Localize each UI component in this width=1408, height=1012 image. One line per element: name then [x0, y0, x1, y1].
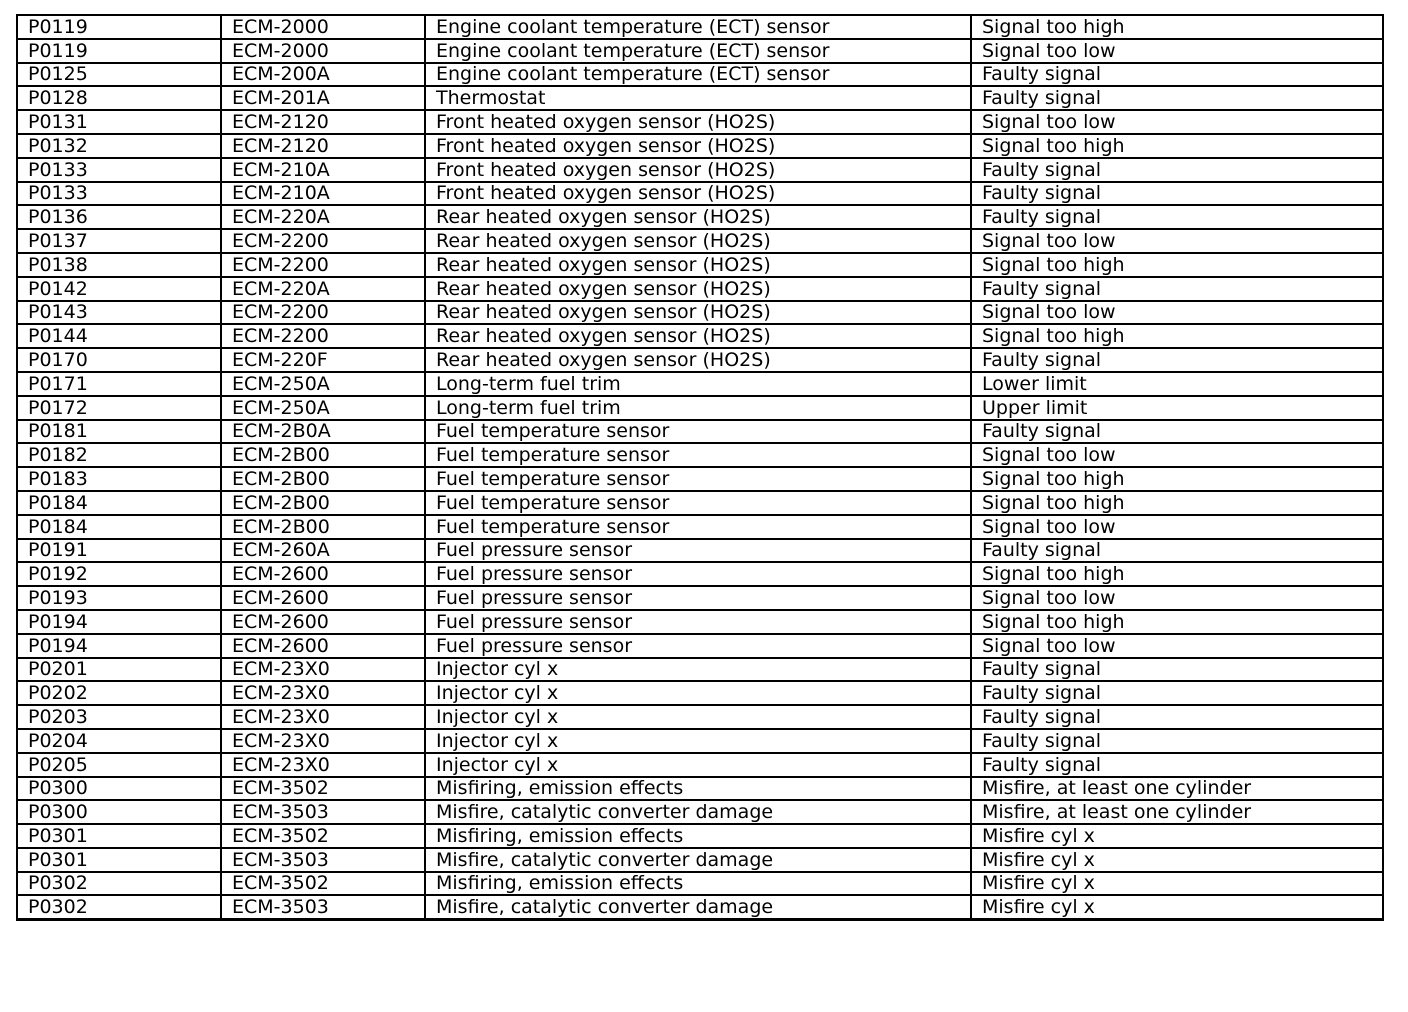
condition-cell: Faulty signal	[971, 420, 1383, 444]
ecm-code-cell: ECM-23X0	[221, 681, 425, 705]
ecm-code-cell: ECM-2600	[221, 586, 425, 610]
table-row	[17, 15, 1383, 39]
table-row	[17, 705, 1383, 729]
condition-cell: Signal too low	[971, 634, 1383, 658]
condition-cell: Faulty signal	[971, 86, 1383, 110]
table-row	[17, 539, 1383, 563]
condition-cell: Signal too high	[971, 324, 1383, 348]
fault-code-cell: P0203	[17, 705, 221, 729]
component-cell: Engine coolant temperature (ECT) sensor	[425, 63, 971, 87]
table-row	[17, 420, 1383, 444]
table-row	[17, 610, 1383, 634]
component-cell: Injector cyl x	[425, 705, 971, 729]
component-cell: Fuel pressure sensor	[425, 539, 971, 563]
fault-code-cell: P0302	[17, 872, 221, 896]
fault-code-cell: P0193	[17, 586, 221, 610]
condition-cell: Signal too low	[971, 586, 1383, 610]
ecm-code-cell: ECM-2B00	[221, 467, 425, 491]
fault-code-cell: P0194	[17, 634, 221, 658]
condition-cell: Misfire, at least one cylinder	[971, 800, 1383, 824]
component-cell: Front heated oxygen sensor (HO2S)	[425, 158, 971, 182]
component-cell: Fuel temperature sensor	[425, 443, 971, 467]
condition-cell: Faulty signal	[971, 63, 1383, 87]
ecm-code-cell: ECM-2B00	[221, 491, 425, 515]
fault-code-cell: P0172	[17, 396, 221, 420]
fault-code-cell: P0192	[17, 562, 221, 586]
ecm-code-cell: ECM-2000	[221, 39, 425, 63]
table-row	[17, 301, 1383, 325]
condition-cell: Lower limit	[971, 372, 1383, 396]
ecm-code-cell: ECM-2120	[221, 134, 425, 158]
condition-cell: Signal too high	[971, 610, 1383, 634]
ecm-code-cell: ECM-2B00	[221, 515, 425, 539]
table-row	[17, 396, 1383, 420]
condition-cell: Signal too low	[971, 301, 1383, 325]
ecm-code-cell: ECM-2B0A	[221, 420, 425, 444]
fault-code-cell: P0133	[17, 182, 221, 206]
ecm-code-cell: ECM-2200	[221, 324, 425, 348]
component-cell: Misfiring, emission effects	[425, 777, 971, 801]
table-row	[17, 777, 1383, 801]
table-row	[17, 491, 1383, 515]
component-cell: Misfire, catalytic converter damage	[425, 848, 971, 872]
table-row	[17, 634, 1383, 658]
table-row	[17, 277, 1383, 301]
fault-code-cell: P0136	[17, 205, 221, 229]
fault-code-cell: P0302	[17, 895, 221, 919]
component-cell: Fuel pressure sensor	[425, 562, 971, 586]
table-row	[17, 372, 1383, 396]
document-page	[16, 14, 1382, 921]
ecm-code-cell: ECM-2600	[221, 610, 425, 634]
condition-cell: Faulty signal	[971, 539, 1383, 563]
component-cell: Misfire, catalytic converter damage	[425, 800, 971, 824]
condition-cell: Faulty signal	[971, 658, 1383, 682]
table-row	[17, 658, 1383, 682]
table-row	[17, 848, 1383, 872]
table-row	[17, 134, 1383, 158]
ecm-code-cell: ECM-200A	[221, 63, 425, 87]
fault-code-cell: P0184	[17, 515, 221, 539]
condition-cell: Faulty signal	[971, 182, 1383, 206]
component-cell: Rear heated oxygen sensor (HO2S)	[425, 301, 971, 325]
ecm-code-cell: ECM-2600	[221, 562, 425, 586]
ecm-code-cell: ECM-23X0	[221, 658, 425, 682]
ecm-code-cell: ECM-2120	[221, 110, 425, 134]
ecm-code-cell: ECM-220A	[221, 205, 425, 229]
component-cell: Rear heated oxygen sensor (HO2S)	[425, 253, 971, 277]
component-cell: Rear heated oxygen sensor (HO2S)	[425, 348, 971, 372]
component-cell: Misfire, catalytic converter damage	[425, 895, 971, 919]
table-row	[17, 562, 1383, 586]
table-row	[17, 253, 1383, 277]
table-row	[17, 872, 1383, 896]
table-row	[17, 324, 1383, 348]
ecm-code-cell: ECM-220A	[221, 277, 425, 301]
condition-cell: Signal too low	[971, 443, 1383, 467]
table-row	[17, 229, 1383, 253]
component-cell: Injector cyl x	[425, 729, 971, 753]
ecm-code-cell: ECM-2200	[221, 229, 425, 253]
fault-code-cell: P0125	[17, 63, 221, 87]
component-cell: Injector cyl x	[425, 658, 971, 682]
component-cell: Engine coolant temperature (ECT) sensor	[425, 15, 971, 39]
table-row	[17, 800, 1383, 824]
ecm-code-cell: ECM-2000	[221, 15, 425, 39]
fault-code-cell: P0131	[17, 110, 221, 134]
condition-cell: Signal too low	[971, 229, 1383, 253]
ecm-code-cell: ECM-23X0	[221, 705, 425, 729]
ecm-code-cell: ECM-2B00	[221, 443, 425, 467]
component-cell: Injector cyl x	[425, 753, 971, 777]
fault-code-cell: P0201	[17, 658, 221, 682]
fault-code-cell: P0133	[17, 158, 221, 182]
fault-code-cell: P0138	[17, 253, 221, 277]
table-row	[17, 586, 1383, 610]
table-row	[17, 63, 1383, 87]
ecm-code-cell: ECM-201A	[221, 86, 425, 110]
ecm-code-cell: ECM-2200	[221, 253, 425, 277]
table-row	[17, 348, 1383, 372]
ecm-code-cell: ECM-3503	[221, 848, 425, 872]
condition-cell: Signal too high	[971, 562, 1383, 586]
condition-cell: Misfire cyl x	[971, 848, 1383, 872]
table-row	[17, 39, 1383, 63]
component-cell: Long-term fuel trim	[425, 372, 971, 396]
condition-cell: Faulty signal	[971, 205, 1383, 229]
condition-cell: Faulty signal	[971, 729, 1383, 753]
fault-code-cell: P0119	[17, 15, 221, 39]
component-cell: Fuel temperature sensor	[425, 515, 971, 539]
component-cell: Rear heated oxygen sensor (HO2S)	[425, 277, 971, 301]
fault-code-cell: P0170	[17, 348, 221, 372]
table-row	[17, 110, 1383, 134]
fault-code-cell: P0301	[17, 848, 221, 872]
table-row	[17, 729, 1383, 753]
condition-cell: Signal too high	[971, 491, 1383, 515]
fault-code-cell: P0300	[17, 777, 221, 801]
component-cell: Front heated oxygen sensor (HO2S)	[425, 134, 971, 158]
component-cell: Fuel temperature sensor	[425, 420, 971, 444]
table-row	[17, 443, 1383, 467]
condition-cell: Signal too high	[971, 15, 1383, 39]
component-cell: Rear heated oxygen sensor (HO2S)	[425, 205, 971, 229]
fault-code-cell: P0137	[17, 229, 221, 253]
fault-code-cell: P0144	[17, 324, 221, 348]
condition-cell: Faulty signal	[971, 681, 1383, 705]
component-cell: Rear heated oxygen sensor (HO2S)	[425, 324, 971, 348]
fault-code-cell: P0119	[17, 39, 221, 63]
table-row	[17, 158, 1383, 182]
condition-cell: Signal too low	[971, 515, 1383, 539]
fault-code-cell: P0181	[17, 420, 221, 444]
ecm-code-cell: ECM-3502	[221, 777, 425, 801]
component-cell: Fuel pressure sensor	[425, 634, 971, 658]
ecm-code-cell: ECM-260A	[221, 539, 425, 563]
condition-cell: Misfire cyl x	[971, 872, 1383, 896]
fault-code-cell: P0182	[17, 443, 221, 467]
ecm-code-cell: ECM-3503	[221, 800, 425, 824]
component-cell: Fuel temperature sensor	[425, 467, 971, 491]
fault-code-cell: P0194	[17, 610, 221, 634]
table-row	[17, 753, 1383, 777]
table-row	[17, 681, 1383, 705]
condition-cell: Signal too low	[971, 39, 1383, 63]
fault-code-cell: P0132	[17, 134, 221, 158]
component-cell: Misfiring, emission effects	[425, 872, 971, 896]
ecm-code-cell: ECM-250A	[221, 372, 425, 396]
component-cell: Front heated oxygen sensor (HO2S)	[425, 110, 971, 134]
component-cell: Rear heated oxygen sensor (HO2S)	[425, 229, 971, 253]
ecm-code-cell: ECM-2600	[221, 634, 425, 658]
fault-code-cell: P0191	[17, 539, 221, 563]
fault-code-table-body	[17, 15, 1383, 920]
ecm-code-cell: ECM-210A	[221, 182, 425, 206]
condition-cell: Signal too high	[971, 134, 1383, 158]
fault-code-cell: P0171	[17, 372, 221, 396]
ecm-code-cell: ECM-23X0	[221, 729, 425, 753]
ecm-code-cell: ECM-3503	[221, 895, 425, 919]
component-cell: Front heated oxygen sensor (HO2S)	[425, 182, 971, 206]
component-cell: Fuel pressure sensor	[425, 586, 971, 610]
ecm-code-cell: ECM-210A	[221, 158, 425, 182]
condition-cell: Signal too high	[971, 253, 1383, 277]
ecm-code-cell: ECM-250A	[221, 396, 425, 420]
fault-code-table	[16, 14, 1384, 921]
condition-cell: Misfire, at least one cylinder	[971, 777, 1383, 801]
ecm-code-cell: ECM-23X0	[221, 753, 425, 777]
condition-cell: Upper limit	[971, 396, 1383, 420]
fault-code-cell: P0143	[17, 301, 221, 325]
condition-cell: Signal too low	[971, 110, 1383, 134]
component-cell: Thermostat	[425, 86, 971, 110]
fault-code-cell: P0184	[17, 491, 221, 515]
condition-cell: Misfire cyl x	[971, 895, 1383, 919]
component-cell: Fuel pressure sensor	[425, 610, 971, 634]
fault-code-cell: P0183	[17, 467, 221, 491]
condition-cell: Faulty signal	[971, 753, 1383, 777]
fault-code-cell: P0128	[17, 86, 221, 110]
ecm-code-cell: ECM-3502	[221, 872, 425, 896]
component-cell: Long-term fuel trim	[425, 396, 971, 420]
table-row	[17, 86, 1383, 110]
fault-code-cell: P0205	[17, 753, 221, 777]
ecm-code-cell: ECM-220F	[221, 348, 425, 372]
component-cell: Fuel temperature sensor	[425, 491, 971, 515]
ecm-code-cell: ECM-2200	[221, 301, 425, 325]
component-cell: Engine coolant temperature (ECT) sensor	[425, 39, 971, 63]
fault-code-cell: P0142	[17, 277, 221, 301]
component-cell: Injector cyl x	[425, 681, 971, 705]
condition-cell: Misfire cyl x	[971, 824, 1383, 848]
component-cell: Misfiring, emission effects	[425, 824, 971, 848]
table-row	[17, 515, 1383, 539]
table-row	[17, 205, 1383, 229]
table-row	[17, 895, 1383, 919]
table-row	[17, 467, 1383, 491]
condition-cell: Faulty signal	[971, 705, 1383, 729]
condition-cell: Faulty signal	[971, 348, 1383, 372]
fault-code-cell: P0301	[17, 824, 221, 848]
condition-cell: Faulty signal	[971, 277, 1383, 301]
ecm-code-cell: ECM-3502	[221, 824, 425, 848]
fault-code-cell: P0300	[17, 800, 221, 824]
fault-code-cell: P0204	[17, 729, 221, 753]
condition-cell: Faulty signal	[971, 158, 1383, 182]
table-row	[17, 824, 1383, 848]
fault-code-cell: P0202	[17, 681, 221, 705]
condition-cell: Signal too high	[971, 467, 1383, 491]
table-row	[17, 182, 1383, 206]
